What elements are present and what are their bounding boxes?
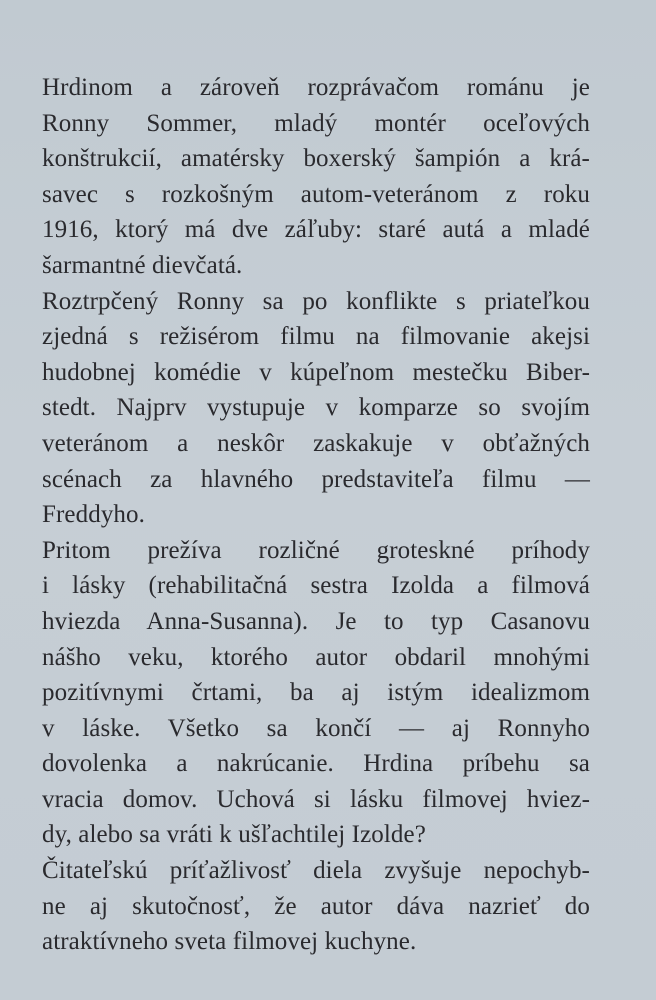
text-line: savec s rozkošným autom-veteránom z roku: [42, 180, 590, 208]
text-line: dovolenka a nakrúcanie. Hrdina príbehu sa: [42, 750, 590, 778]
text-line: pozitívnymi črtami, ba aj istým idealizmom: [42, 679, 590, 707]
text-line: Čitateľskú príťažlivosť diela zvyšuje nepochyb-: [42, 857, 590, 885]
text-line: Roztrpčený Ronny sa po konflikte s priateľkou: [42, 287, 590, 315]
text-line: stedt. Najprv vystupuje v komparze so svojím: [42, 394, 590, 422]
text-line: i lásky (rehabilitačná sestra Izolda a filmová: [42, 572, 590, 600]
text-line: Ronny Sommer, mladý montér oceľových: [42, 109, 590, 137]
text-line: vracia domov. Uchová si lásku filmovej hviez-: [42, 785, 590, 813]
text-line: nášho veku, ktorého autor obdaril mnohými: [42, 643, 590, 671]
text-line: šarmantné dievčatá.: [42, 251, 243, 279]
text-line: zjedná s režisérom filmu na filmovanie akejsi: [42, 323, 590, 351]
paragraph-4: [42, 853, 590, 960]
text-line: dy, alebo sa vráti k ušľachtilej Izolde?: [42, 821, 426, 849]
text-line: ne aj skutočnosť, že autor dáva nazrieť do: [42, 892, 590, 920]
text-line: veteránom a neskôr zaskakuje v obťažných: [42, 429, 590, 457]
text-line: 1916, ktorý má dve záľuby: staré autá a mladé: [42, 216, 590, 244]
blurb-text: [42, 70, 590, 960]
paragraph-1: [42, 70, 590, 284]
text-line: Pritom prežíva rozličné groteskné príhody: [42, 536, 590, 564]
text-line: hudobnej komédie v kúpeľnom mestečku Biber-: [42, 358, 590, 386]
text-line: atraktívneho sveta filmovej kuchyne.: [42, 928, 417, 956]
text-line: Hrdinom a zároveň rozprávačom románu je: [42, 74, 590, 101]
text-line: v láske. Všetko sa končí — aj Ronnyho: [42, 714, 590, 742]
text-line: hviezda Anna-Susanna). Je to typ Casanovu: [42, 607, 590, 635]
paragraph-3: [42, 533, 590, 853]
text-line: Freddyho.: [42, 501, 145, 529]
text-line: konštrukcií, amatérsky boxerský šampión a krá-: [42, 145, 590, 173]
paragraph-2: [42, 284, 590, 533]
text-line: scénach za hlavného predstaviteľa filmu —: [42, 465, 590, 493]
